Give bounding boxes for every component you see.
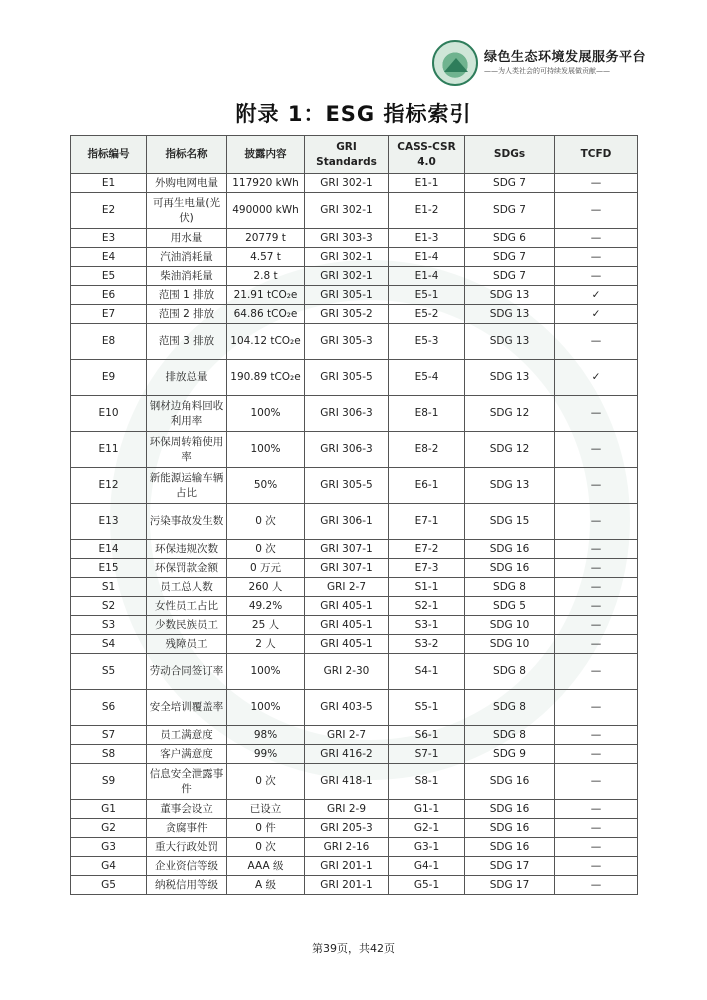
cell-tcfd-mark: — — [555, 745, 638, 764]
table-row — [71, 305, 638, 324]
cell-gri-standard: GRI 405-1 — [305, 597, 389, 616]
cell-cass-code: E5-2 — [389, 305, 465, 324]
cell-indicator-id: E4 — [71, 248, 147, 267]
brand-header — [432, 40, 647, 88]
cell-disclosure-value: 25 人 — [227, 616, 305, 635]
header-tcfd: TCFD — [555, 136, 638, 174]
cell-gri-standard: GRI 416-2 — [305, 745, 389, 764]
cell-disclosure-value: 100% — [227, 654, 305, 690]
cell-gri-standard: GRI 405-1 — [305, 635, 389, 654]
cell-gri-standard: GRI 305-5 — [305, 468, 389, 504]
brand-title: 绿色生态环境发展服务平台 — [484, 50, 647, 65]
cell-indicator-name: 外购电网电量 — [147, 174, 227, 193]
cell-cass-code: S7-1 — [389, 745, 465, 764]
cell-indicator-name: 员工总人数 — [147, 578, 227, 597]
cell-cass-code: S3-2 — [389, 635, 465, 654]
cell-cass-code: E7-3 — [389, 559, 465, 578]
cell-indicator-id: S9 — [71, 764, 147, 800]
table-row — [71, 360, 638, 396]
cell-gri-standard: GRI 306-3 — [305, 432, 389, 468]
page-number: 第39页，共42页 — [312, 942, 395, 955]
cell-sdg: SDG 8 — [465, 578, 555, 597]
cell-disclosure-value: 已设立 — [227, 800, 305, 819]
table-row — [71, 597, 638, 616]
cell-sdg: SDG 7 — [465, 248, 555, 267]
cell-sdg: SDG 9 — [465, 745, 555, 764]
cell-disclosure-value: 0 次 — [227, 838, 305, 857]
cell-disclosure-value: 4.57 t — [227, 248, 305, 267]
table-row — [71, 432, 638, 468]
cell-indicator-name: 员工满意度 — [147, 726, 227, 745]
cell-disclosure-value: 100% — [227, 690, 305, 726]
cell-cass-code: S2-1 — [389, 597, 465, 616]
table-row — [71, 174, 638, 193]
cell-gri-standard: GRI 307-1 — [305, 559, 389, 578]
cell-tcfd-mark: ✓ — [555, 360, 638, 396]
cell-cass-code: G5-1 — [389, 876, 465, 895]
cell-sdg: SDG 17 — [465, 876, 555, 895]
cell-indicator-name: 贪腐事件 — [147, 819, 227, 838]
cell-cass-code: G1-1 — [389, 800, 465, 819]
cell-cass-code: E7-2 — [389, 540, 465, 559]
table-row — [71, 559, 638, 578]
cell-indicator-name: 污染事故发生数 — [147, 504, 227, 540]
cell-cass-code: S3-1 — [389, 616, 465, 635]
cell-tcfd-mark: — — [555, 248, 638, 267]
cell-sdg: SDG 13 — [465, 468, 555, 504]
table-row — [71, 764, 638, 800]
cell-indicator-id: G3 — [71, 838, 147, 857]
cell-gri-standard: GRI 205-3 — [305, 819, 389, 838]
cell-gri-standard: GRI 405-1 — [305, 616, 389, 635]
table-row — [71, 248, 638, 267]
cell-sdg: SDG 15 — [465, 504, 555, 540]
cell-sdg: SDG 16 — [465, 764, 555, 800]
cell-disclosure-value: 49.2% — [227, 597, 305, 616]
cell-disclosure-value: 100% — [227, 396, 305, 432]
cell-cass-code: S1-1 — [389, 578, 465, 597]
cell-tcfd-mark: — — [555, 726, 638, 745]
cell-gri-standard: GRI 305-2 — [305, 305, 389, 324]
cell-tcfd-mark: — — [555, 229, 638, 248]
cell-indicator-name: 企业资信等级 — [147, 857, 227, 876]
cell-tcfd-mark: — — [555, 578, 638, 597]
table-row — [71, 857, 638, 876]
cell-cass-code: E5-1 — [389, 286, 465, 305]
cell-cass-code: G3-1 — [389, 838, 465, 857]
cell-tcfd-mark: — — [555, 876, 638, 895]
cell-indicator-id: E12 — [71, 468, 147, 504]
cell-cass-code: E1-4 — [389, 267, 465, 286]
cell-tcfd-mark: ✓ — [555, 286, 638, 305]
cell-cass-code: S5-1 — [389, 690, 465, 726]
table-row — [71, 838, 638, 857]
cell-indicator-id: G4 — [71, 857, 147, 876]
cell-gri-standard: GRI 302-1 — [305, 193, 389, 229]
cell-gri-standard: GRI 2-9 — [305, 800, 389, 819]
cell-indicator-id: S4 — [71, 635, 147, 654]
cell-disclosure-value: 21.91 tCO₂e — [227, 286, 305, 305]
cell-indicator-name: 少数民族员工 — [147, 616, 227, 635]
cell-indicator-name: 女性员工占比 — [147, 597, 227, 616]
cell-cass-code: E5-3 — [389, 324, 465, 360]
cell-sdg: SDG 12 — [465, 396, 555, 432]
cell-disclosure-value: 0 万元 — [227, 559, 305, 578]
cell-sdg: SDG 13 — [465, 360, 555, 396]
cell-indicator-name: 范围 3 排放 — [147, 324, 227, 360]
cell-indicator-id: E13 — [71, 504, 147, 540]
cell-tcfd-mark: — — [555, 635, 638, 654]
table-row — [71, 635, 638, 654]
cell-disclosure-value: 190.89 tCO₂e — [227, 360, 305, 396]
cell-indicator-id: E11 — [71, 432, 147, 468]
cell-disclosure-value: 2 人 — [227, 635, 305, 654]
cell-gri-standard: GRI 307-1 — [305, 540, 389, 559]
cell-gri-standard: GRI 302-1 — [305, 248, 389, 267]
header-gri: GRI Standards — [305, 136, 389, 174]
cell-sdg: SDG 7 — [465, 267, 555, 286]
cell-disclosure-value: 490000 kWh — [227, 193, 305, 229]
cell-indicator-name: 环保周转箱使用率 — [147, 432, 227, 468]
table-row — [71, 726, 638, 745]
cell-disclosure-value: 104.12 tCO₂e — [227, 324, 305, 360]
table-row — [71, 504, 638, 540]
cell-disclosure-value: 0 次 — [227, 540, 305, 559]
cell-disclosure-value: 50% — [227, 468, 305, 504]
cell-indicator-name: 环保违规次数 — [147, 540, 227, 559]
header-disclosure: 披露内容 — [227, 136, 305, 174]
cell-gri-standard: GRI 418-1 — [305, 764, 389, 800]
cell-cass-code: E1-1 — [389, 174, 465, 193]
cell-sdg: SDG 16 — [465, 540, 555, 559]
cell-disclosure-value: 98% — [227, 726, 305, 745]
cell-cass-code: G4-1 — [389, 857, 465, 876]
cell-tcfd-mark: — — [555, 654, 638, 690]
cell-tcfd-mark: — — [555, 324, 638, 360]
cell-indicator-id: S8 — [71, 745, 147, 764]
cell-gri-standard: GRI 306-1 — [305, 504, 389, 540]
cell-disclosure-value: 260 人 — [227, 578, 305, 597]
cell-indicator-id: S2 — [71, 597, 147, 616]
cell-indicator-name: 纳税信用等级 — [147, 876, 227, 895]
table-row — [71, 616, 638, 635]
cell-gri-standard: GRI 2-7 — [305, 726, 389, 745]
cell-disclosure-value: 99% — [227, 745, 305, 764]
cell-indicator-name: 重大行政处罚 — [147, 838, 227, 857]
cell-gri-standard: GRI 305-3 — [305, 324, 389, 360]
cell-disclosure-value: 0 件 — [227, 819, 305, 838]
cell-tcfd-mark: — — [555, 267, 638, 286]
cell-sdg: SDG 10 — [465, 616, 555, 635]
cell-indicator-name: 客户满意度 — [147, 745, 227, 764]
cell-sdg: SDG 7 — [465, 193, 555, 229]
platform-logo-icon — [432, 40, 478, 86]
cell-tcfd-mark: — — [555, 174, 638, 193]
table-row — [71, 540, 638, 559]
cell-indicator-id: G2 — [71, 819, 147, 838]
cell-indicator-id: E15 — [71, 559, 147, 578]
cell-sdg: SDG 8 — [465, 690, 555, 726]
cell-tcfd-mark: — — [555, 597, 638, 616]
cell-sdg: SDG 7 — [465, 174, 555, 193]
cell-cass-code: E7-1 — [389, 504, 465, 540]
cell-cass-code: E1-3 — [389, 229, 465, 248]
cell-tcfd-mark: — — [555, 857, 638, 876]
cell-tcfd-mark: ✓ — [555, 305, 638, 324]
cell-disclosure-value: 0 次 — [227, 764, 305, 800]
cell-indicator-name: 安全培训覆盖率 — [147, 690, 227, 726]
cell-indicator-name: 钢材边角料回收利用率 — [147, 396, 227, 432]
esg-index-table — [70, 135, 638, 895]
cell-disclosure-value: 20779 t — [227, 229, 305, 248]
cell-tcfd-mark: — — [555, 819, 638, 838]
cell-sdg: SDG 13 — [465, 286, 555, 305]
page-title: 附录 1：ESG 指标索引 — [235, 102, 472, 126]
cell-indicator-id: S1 — [71, 578, 147, 597]
cell-disclosure-value: 2.8 t — [227, 267, 305, 286]
table-row — [71, 468, 638, 504]
cell-gri-standard: GRI 305-5 — [305, 360, 389, 396]
table-row — [71, 876, 638, 895]
cell-cass-code: S6-1 — [389, 726, 465, 745]
cell-indicator-id: G1 — [71, 800, 147, 819]
cell-disclosure-value: 117920 kWh — [227, 174, 305, 193]
cell-sdg: SDG 10 — [465, 635, 555, 654]
cell-gri-standard: GRI 2-30 — [305, 654, 389, 690]
cell-indicator-id: E10 — [71, 396, 147, 432]
cell-gri-standard: GRI 403-5 — [305, 690, 389, 726]
cell-indicator-id: E1 — [71, 174, 147, 193]
cell-disclosure-value: 0 次 — [227, 504, 305, 540]
table-row — [71, 267, 638, 286]
cell-tcfd-mark: — — [555, 690, 638, 726]
cell-tcfd-mark: — — [555, 396, 638, 432]
cell-tcfd-mark: — — [555, 559, 638, 578]
cell-indicator-id: E2 — [71, 193, 147, 229]
cell-indicator-id: E7 — [71, 305, 147, 324]
table-row — [71, 324, 638, 360]
cell-indicator-name: 董事会设立 — [147, 800, 227, 819]
cell-gri-standard: GRI 201-1 — [305, 876, 389, 895]
cell-indicator-id: E8 — [71, 324, 147, 360]
cell-sdg: SDG 5 — [465, 597, 555, 616]
cell-indicator-name: 排放总量 — [147, 360, 227, 396]
cell-indicator-id: E5 — [71, 267, 147, 286]
cell-tcfd-mark: — — [555, 468, 638, 504]
cell-sdg: SDG 12 — [465, 432, 555, 468]
cell-tcfd-mark: — — [555, 432, 638, 468]
cell-tcfd-mark: — — [555, 616, 638, 635]
cell-indicator-id: E9 — [71, 360, 147, 396]
cell-gri-standard: GRI 201-1 — [305, 857, 389, 876]
cell-tcfd-mark: — — [555, 764, 638, 800]
cell-disclosure-value: 64.86 tCO₂e — [227, 305, 305, 324]
cell-tcfd-mark: — — [555, 193, 638, 229]
cell-cass-code: G2-1 — [389, 819, 465, 838]
table-row — [71, 800, 638, 819]
table-row — [71, 578, 638, 597]
header-sdgs: SDGs — [465, 136, 555, 174]
table-row — [71, 654, 638, 690]
cell-indicator-name: 范围 2 排放 — [147, 305, 227, 324]
cell-tcfd-mark: — — [555, 504, 638, 540]
cell-indicator-id: S5 — [71, 654, 147, 690]
table-row — [71, 745, 638, 764]
table-row — [71, 396, 638, 432]
table-row — [71, 690, 638, 726]
cell-cass-code: E6-1 — [389, 468, 465, 504]
cell-tcfd-mark: — — [555, 838, 638, 857]
cell-indicator-id: S3 — [71, 616, 147, 635]
cell-sdg: SDG 6 — [465, 229, 555, 248]
table-row — [71, 193, 638, 229]
cell-indicator-id: G5 — [71, 876, 147, 895]
header-cass: CASS-CSR 4.0 — [389, 136, 465, 174]
cell-indicator-name: 信息安全泄露事件 — [147, 764, 227, 800]
cell-sdg: SDG 16 — [465, 838, 555, 857]
cell-cass-code: E1-4 — [389, 248, 465, 267]
cell-sdg: SDG 8 — [465, 654, 555, 690]
cell-sdg: SDG 17 — [465, 857, 555, 876]
cell-disclosure-value: AAA 级 — [227, 857, 305, 876]
cell-indicator-name: 环保罚款金额 — [147, 559, 227, 578]
cell-cass-code: E1-2 — [389, 193, 465, 229]
cell-indicator-id: E14 — [71, 540, 147, 559]
cell-indicator-name: 用水量 — [147, 229, 227, 248]
cell-indicator-id: S7 — [71, 726, 147, 745]
cell-indicator-name: 范围 1 排放 — [147, 286, 227, 305]
table-row — [71, 229, 638, 248]
cell-gri-standard: GRI 306-3 — [305, 396, 389, 432]
cell-tcfd-mark: — — [555, 540, 638, 559]
cell-sdg: SDG 13 — [465, 324, 555, 360]
table-row — [71, 819, 638, 838]
cell-indicator-id: E3 — [71, 229, 147, 248]
cell-tcfd-mark: — — [555, 800, 638, 819]
cell-disclosure-value: 100% — [227, 432, 305, 468]
cell-cass-code: S4-1 — [389, 654, 465, 690]
cell-gri-standard: GRI 302-1 — [305, 267, 389, 286]
brand-subtitle: ——为人类社会的可持续发展做贡献—— — [484, 67, 610, 75]
cell-gri-standard: GRI 305-1 — [305, 286, 389, 305]
cell-indicator-name: 新能源运输车辆占比 — [147, 468, 227, 504]
cell-cass-code: E5-4 — [389, 360, 465, 396]
table-row — [71, 286, 638, 305]
cell-indicator-name: 残障员工 — [147, 635, 227, 654]
cell-cass-code: E8-2 — [389, 432, 465, 468]
cell-disclosure-value: A 级 — [227, 876, 305, 895]
cell-indicator-name: 劳动合同签订率 — [147, 654, 227, 690]
cell-sdg: SDG 13 — [465, 305, 555, 324]
cell-cass-code: S8-1 — [389, 764, 465, 800]
cell-gri-standard: GRI 2-7 — [305, 578, 389, 597]
cell-gri-standard: GRI 303-3 — [305, 229, 389, 248]
cell-gri-standard: GRI 302-1 — [305, 174, 389, 193]
cell-sdg: SDG 16 — [465, 800, 555, 819]
cell-indicator-name: 汽油消耗量 — [147, 248, 227, 267]
header-indicator-name: 指标名称 — [147, 136, 227, 174]
cell-sdg: SDG 16 — [465, 819, 555, 838]
cell-indicator-name: 可再生电量(光伏) — [147, 193, 227, 229]
cell-cass-code: E8-1 — [389, 396, 465, 432]
table-header-row — [71, 136, 638, 174]
cell-indicator-id: S6 — [71, 690, 147, 726]
header-indicator-id: 指标编号 — [71, 136, 147, 174]
cell-indicator-name: 柴油消耗量 — [147, 267, 227, 286]
cell-sdg: SDG 16 — [465, 559, 555, 578]
cell-indicator-id: E6 — [71, 286, 147, 305]
cell-sdg: SDG 8 — [465, 726, 555, 745]
cell-gri-standard: GRI 2-16 — [305, 838, 389, 857]
